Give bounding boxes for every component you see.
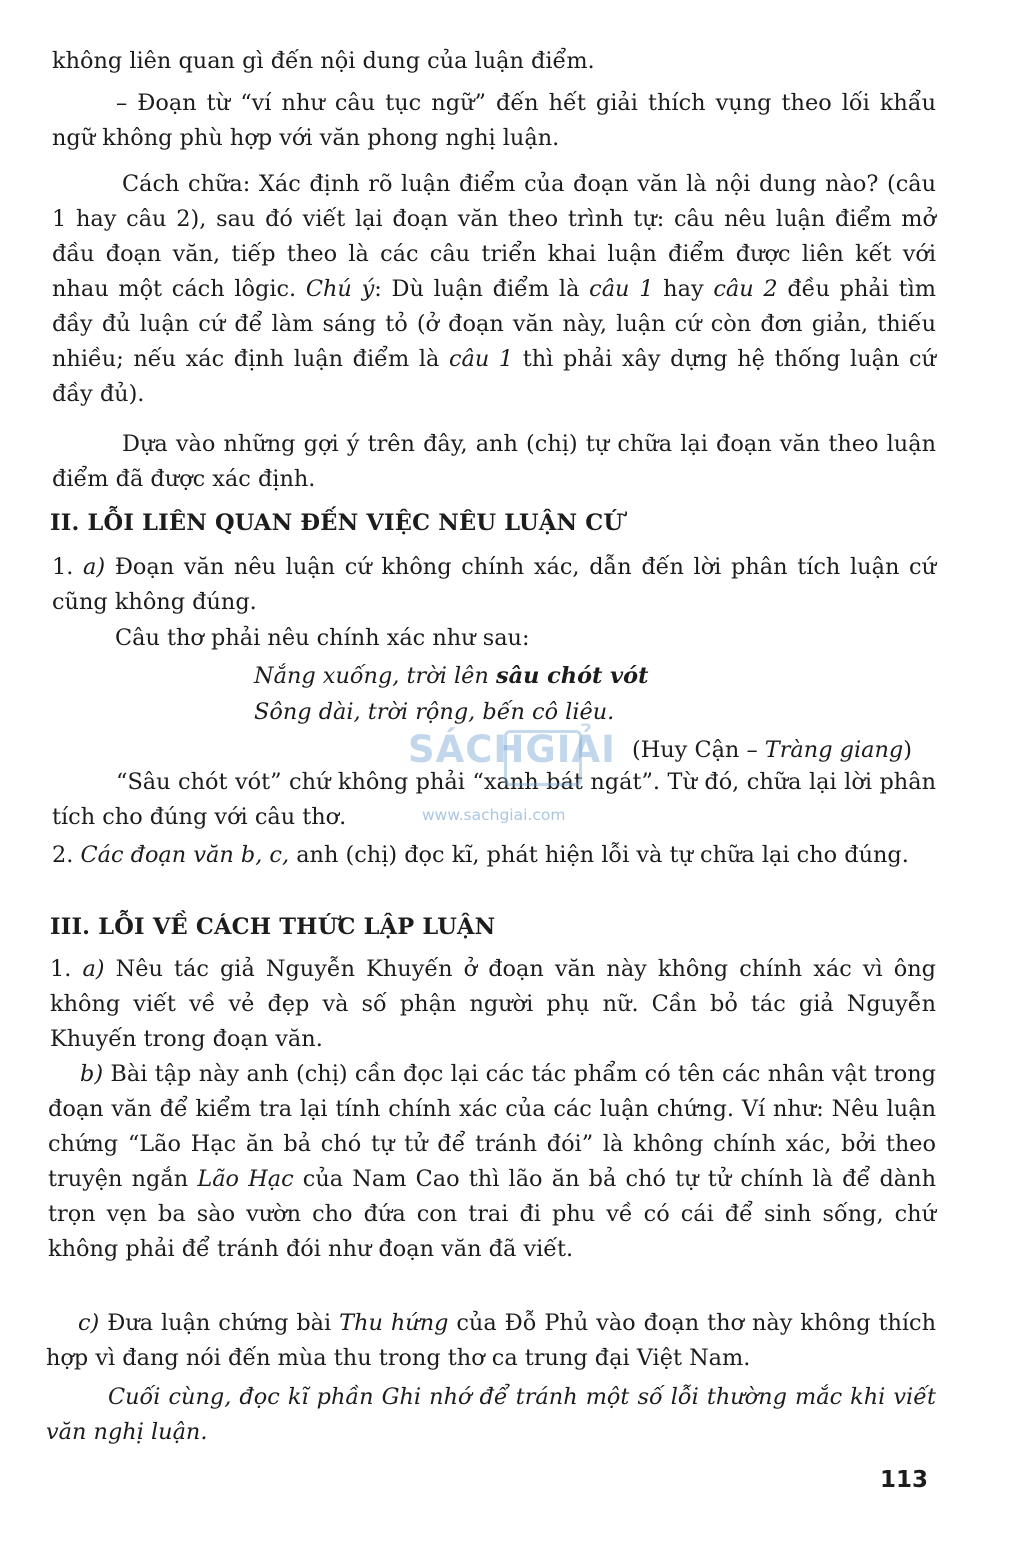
watermark-logo: SÁCHGIẢI <box>408 728 616 771</box>
paragraph-dua-vao <box>52 427 936 497</box>
text: : Dù luận điểm là <box>374 276 590 302</box>
text: Sông dài, trời rộng, bến cô liêu. <box>254 699 615 725</box>
paragraph-cach-chua <box>52 167 936 412</box>
verse-attribution <box>632 733 912 768</box>
text: Bài tập này anh (chị) cần đọc lại các tác phẩm có tên các nhân vật trong đoạn văn để kiểm tra lại tính chính xác của các luận chứng. Ví như: Nêu luận chứng “Lão Hạc ăn bả chó tự tử để tránh đói” là không chính xác, bởi theo truyện ngắn <box>48 1061 936 1192</box>
verse-line-2 <box>254 695 614 730</box>
cau-2-italic: câu 2 <box>713 276 778 302</box>
text: Nêu tác giả Nguyễn Khuyến ở đoạn văn này không chính xác vì ông không viết về vẻ đẹp và số phận người phụ nữ. Cần bỏ tác giả Nguyễn Khuyến trong đoạn văn. <box>50 956 936 1052</box>
text: Đưa luận chứng bài <box>99 1310 340 1336</box>
paragraph-dash-note <box>52 86 936 156</box>
poem-title: Tràng giang <box>764 737 904 763</box>
italic-phrase: Các đoạn văn b, c, <box>80 842 290 868</box>
text: đều phải tìm đầy đủ luận cứ để làm sáng tỏ (ở đoạn văn này, luận cứ còn đơn giản, thiếu nhiều; nếu xác định luận điểm là <box>52 276 936 372</box>
paragraph-continuation <box>52 44 936 79</box>
verse-emphasis: sâu chót vót <box>495 663 649 689</box>
text: Cuối cùng, đọc kĩ phần Ghi nhớ để tránh một số lỗi thường mắc khi viết văn nghị luận. <box>46 1384 936 1445</box>
paragraph-cau-tho <box>115 621 935 656</box>
text: 1. <box>50 956 83 982</box>
text: 2. <box>52 842 81 868</box>
paragraph-iii-1a <box>50 952 936 1057</box>
item-label: c) <box>78 1310 100 1336</box>
paragraph-closing-note <box>46 1380 936 1450</box>
paragraph-iii-1c <box>46 1306 936 1376</box>
item-label: a) <box>82 956 105 982</box>
text: thì phải xây dựng hệ thống luận cứ đầy đủ). <box>52 346 936 407</box>
text: ) <box>903 737 912 763</box>
page-number: 113 <box>879 1467 928 1493</box>
chu-y-label: Chú ý <box>305 276 375 302</box>
paragraph-sau-chot-vot <box>52 765 936 835</box>
cau-1-italic: câu 1 <box>589 276 654 302</box>
text: anh (chị) đọc kĩ, phát hiện lỗi và tự chữa lại cho đúng. <box>289 842 909 868</box>
text: Đoạn văn nêu luận cứ không chính xác, dẫn đến lời phân tích luận cứ cũng không đúng. <box>52 554 937 615</box>
section-heading-ii: II. LỖI LIÊN QUAN ĐẾN VIỆC NÊU LUẬN CỨ <box>50 510 624 536</box>
text: Cách chữa: Xác định rõ luận điểm của đoạn văn là nội dung nào? (câu 1 hay câu 2), sau đó viết lại đoạn văn theo trình tự: câu nêu luận điểm mở đầu đoạn văn, tiếp theo là các câu triển khai luận điểm được liên kết với nhau một cách lôgic. <box>52 171 936 302</box>
poem-title: Thu hứng <box>339 1310 449 1336</box>
text: Nắng xuống, trời lên <box>254 663 496 689</box>
text: Dựa vào những gợi ý trên đây, anh (chị) tự chữa lại đoạn văn theo luận điểm đã được xác định. <box>52 431 936 492</box>
cau-1-italic: câu 1 <box>448 346 514 372</box>
item-label: a) <box>83 554 106 580</box>
text: – Đoạn từ “ví như câu tục ngữ” đến hết giải thích vụng theo lối khẩu ngữ không phù hợp với văn phong nghị luận. <box>52 90 936 151</box>
paragraph-iii-1b <box>48 1057 936 1267</box>
watermark-url: www.sachgiai.com <box>422 806 566 824</box>
text: 1. <box>52 554 84 580</box>
text: hay <box>653 276 714 302</box>
paragraph-ii-1a <box>52 550 936 620</box>
verse-line-1 <box>254 659 648 694</box>
text: Câu thơ phải nêu chính xác như sau: <box>115 625 530 651</box>
item-label: b) <box>80 1061 104 1087</box>
story-title: Lão Hạc <box>197 1166 294 1192</box>
paragraph-ii-2 <box>52 838 936 873</box>
text: không liên quan gì đến nội dung của luận điểm. <box>52 48 595 74</box>
text: của Nam Cao thì lão ăn bả chó tự tử chính là để dành trọn vẹn ba sào vườn cho đứa con trai đi phu về có cái để sinh sống, chứ không phải để tránh đói như đoạn văn đã viết. <box>48 1166 936 1262</box>
text: của Đỗ Phủ vào đoạn thơ này không thích hợp vì đang nói đến mùa thu trong thơ ca trung đại Việt Nam. <box>46 1310 936 1371</box>
text: “Sâu chót vót” chứ không phải “xanh bát ngát”. Từ đó, chữa lại lời phân tích cho đúng với câu thơ. <box>52 769 936 830</box>
text: (Huy Cận – <box>632 737 765 763</box>
section-heading-iii: III. LỖI VỀ CÁCH THỨC LẬP LUẬN <box>50 914 496 940</box>
